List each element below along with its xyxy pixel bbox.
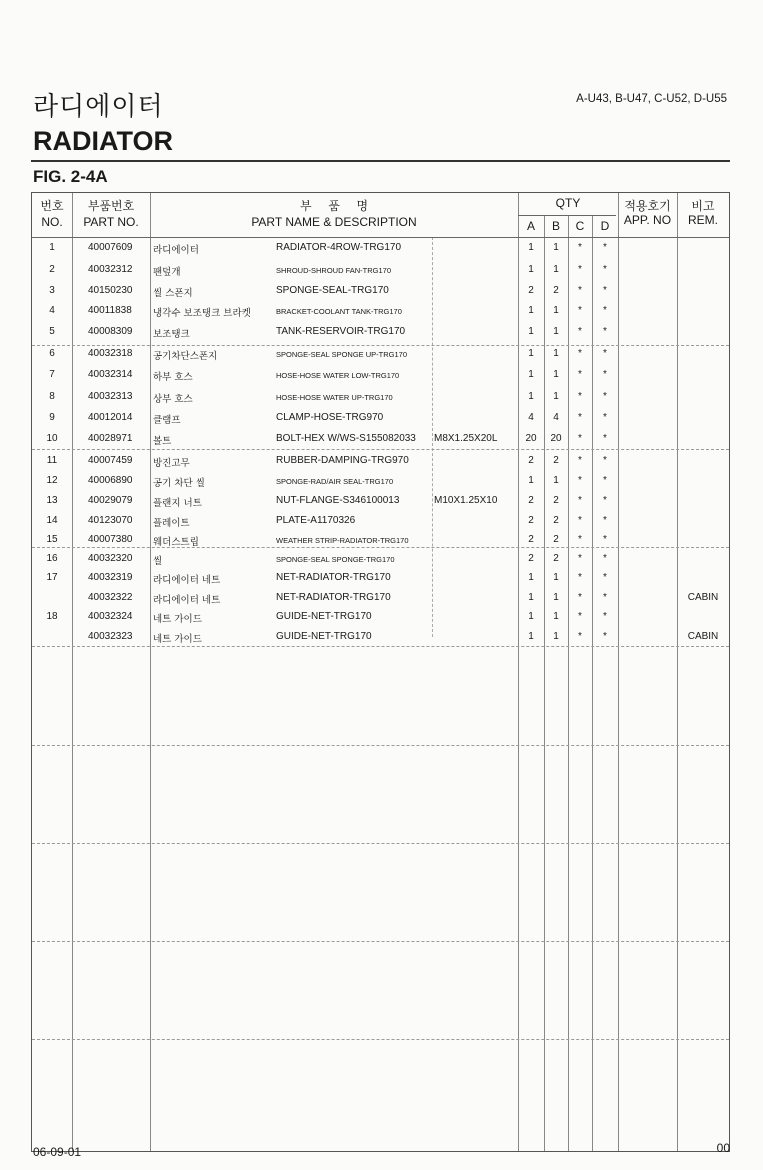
part-name-korean: 하부 호스: [153, 372, 193, 383]
qty-subrule: [518, 215, 616, 216]
qty-c: *: [578, 611, 582, 622]
table-row: [32, 365, 729, 385]
item-number: 4: [49, 305, 55, 316]
col-header-no: NO.: [41, 215, 63, 229]
figure-label: FIG. 2-4A: [33, 167, 108, 186]
qty-a: 1: [528, 305, 534, 316]
part-number: 40008309: [88, 326, 133, 337]
part-name-korean: 웨더스트립: [153, 537, 199, 548]
item-number: 12: [46, 475, 58, 486]
qty-b: 1: [553, 475, 559, 486]
part-number: 40006890: [88, 475, 133, 486]
qty-d: *: [603, 455, 607, 466]
remark: CABIN: [687, 592, 719, 603]
qty-b: 1: [553, 369, 559, 380]
page-title-korean: 라디에이터: [33, 92, 164, 122]
table-row: [32, 607, 729, 627]
qty-a: 1: [528, 264, 534, 275]
part-name: BOLT-HEX W/WS-S155082033: [276, 433, 416, 444]
qty-c: *: [578, 495, 582, 506]
qty-c: *: [578, 553, 582, 564]
qty-d: *: [603, 242, 607, 253]
table-row: [32, 322, 729, 342]
part-name: SHROUD-SHROUD FAN-TRG170: [276, 266, 392, 275]
col-header-a: A: [526, 219, 535, 233]
table-row: [32, 387, 729, 407]
part-number: 40032324: [88, 611, 133, 622]
qty-b: 1: [553, 305, 559, 316]
part-name-korean: 씰 스폰지: [153, 288, 193, 299]
item-number: 17: [46, 572, 58, 583]
col-header-no-kr: 번호: [40, 199, 64, 213]
qty-b: 20: [550, 433, 562, 444]
qty-d: *: [603, 631, 607, 642]
item-number: 1: [49, 242, 55, 253]
part-name: NET-RADIATOR-TRG170: [276, 592, 391, 603]
col-header-d: D: [600, 219, 610, 233]
part-name-korean: 볼트: [153, 436, 172, 447]
part-number: 40032323: [88, 631, 133, 642]
part-name-korean: 냉각수 보조탱크 브라켓: [153, 308, 251, 319]
qty-a: 1: [528, 572, 534, 583]
part-number: 40007380: [88, 534, 133, 545]
qty-a: 1: [528, 391, 534, 402]
qty-a: 1: [528, 326, 534, 337]
remark: CABIN: [687, 631, 719, 642]
part-name-korean: 네트 가이드: [153, 614, 202, 625]
qty-d: *: [603, 553, 607, 564]
group-separator: [32, 449, 729, 450]
item-number: 2: [49, 264, 55, 275]
qty-d: *: [603, 572, 607, 583]
footer-date: 06-09-01: [33, 1145, 82, 1159]
part-name: RADIATOR-4ROW-TRG170: [276, 242, 402, 253]
item-number: 13: [46, 495, 58, 506]
col-header-rem-kr: 비고: [691, 199, 715, 213]
qty-b: 2: [553, 495, 559, 506]
qty-b: 1: [553, 264, 559, 275]
col-header-part-kr: 부품번호: [87, 199, 135, 213]
qty-b: 2: [553, 285, 559, 296]
qty-b: 1: [553, 611, 559, 622]
qty-a: 2: [528, 495, 534, 506]
qty-d: *: [603, 412, 607, 423]
footer-page-number: 00: [716, 1141, 730, 1155]
item-number: 5: [49, 326, 55, 337]
part-name-korean: 씰: [153, 556, 163, 567]
qty-d: *: [603, 475, 607, 486]
table-row: [32, 429, 729, 449]
col-header-c: C: [575, 219, 585, 233]
part-name: GUIDE-NET-TRG170: [276, 611, 372, 622]
part-name-korean: 상부 호스: [153, 394, 193, 405]
part-number: 40032318: [88, 348, 133, 359]
table-row: [32, 451, 729, 471]
table-row: [32, 260, 729, 280]
qty-a: 1: [528, 348, 534, 359]
part-name: TANK-RESERVOIR-TRG170: [276, 326, 406, 337]
part-name-korean: 방진고무: [153, 458, 190, 469]
part-number: 40012014: [88, 412, 133, 423]
part-number: 40007459: [88, 455, 133, 466]
qty-c: *: [578, 264, 582, 275]
part-number: 40123070: [88, 515, 133, 526]
part-name-korean: 공기 차단 씰: [153, 478, 205, 489]
qty-d: *: [603, 592, 607, 603]
part-number: 40007609: [88, 242, 133, 253]
qty-b: 2: [553, 534, 559, 545]
qty-a: 1: [528, 475, 534, 486]
part-name: SPONGE-SEAL SPONGE-TRG170: [276, 555, 395, 564]
qty-b: 2: [553, 553, 559, 564]
title-rule: [31, 160, 730, 162]
qty-b: 2: [553, 515, 559, 526]
qty-c: *: [578, 631, 582, 642]
part-name: GUIDE-NET-TRG170: [276, 631, 372, 642]
part-name: NET-RADIATOR-TRG170: [276, 572, 391, 583]
item-number: 15: [46, 534, 58, 545]
qty-a: 2: [528, 534, 534, 545]
table-row: [32, 408, 729, 428]
qty-b: 1: [553, 348, 559, 359]
part-name-korean: 라디에이터: [153, 245, 199, 256]
qty-a: 2: [528, 455, 534, 466]
qty-b: 1: [553, 592, 559, 603]
col-header-name: PART NAME & DESCRIPTION: [251, 215, 417, 229]
qty-c: *: [578, 305, 582, 316]
qty-c: *: [578, 515, 582, 526]
qty-d: *: [603, 305, 607, 316]
qty-d: *: [603, 515, 607, 526]
qty-c: *: [578, 391, 582, 402]
table-row: [32, 491, 729, 511]
part-name: SPONGE-RAD/AIR SEAL-TRG170: [276, 477, 394, 486]
qty-b: 1: [553, 326, 559, 337]
qty-d: *: [603, 326, 607, 337]
part-number: 40150230: [88, 285, 133, 296]
table-row: [32, 511, 729, 531]
group-separator: [32, 1039, 729, 1040]
part-name-korean: 팬덮개: [153, 267, 181, 278]
item-number: 14: [46, 515, 58, 526]
part-name: SPONGE-SEAL-TRG170: [276, 285, 389, 296]
qty-a: 2: [528, 515, 534, 526]
qty-d: *: [603, 611, 607, 622]
table-row: [32, 238, 729, 258]
part-spec: M8X1.25X20L: [434, 433, 498, 444]
part-name-korean: 플레이트: [153, 518, 190, 529]
qty-a: 1: [528, 611, 534, 622]
qty-c: *: [578, 534, 582, 545]
item-number: 10: [46, 433, 58, 444]
part-name-korean: 라디에이터 네트: [153, 595, 221, 606]
qty-d: *: [603, 391, 607, 402]
qty-b: 1: [553, 391, 559, 402]
item-number: 11: [46, 455, 58, 466]
part-name-korean: 라디에이터 네트: [153, 575, 221, 586]
part-number: 40011838: [88, 305, 132, 316]
part-number: 40032319: [88, 572, 133, 583]
qty-d: *: [603, 495, 607, 506]
part-number: 40028971: [88, 433, 133, 444]
qty-d: *: [603, 264, 607, 275]
qty-b: 4: [553, 412, 559, 423]
part-name: CLAMP-HOSE-TRG970: [276, 412, 384, 423]
qty-a: 1: [528, 631, 534, 642]
item-number: 9: [49, 412, 55, 423]
table-row: [32, 627, 729, 647]
qty-a: 2: [528, 285, 534, 296]
part-number: 40029079: [88, 495, 133, 506]
item-number: 6: [49, 348, 55, 359]
table-row: [32, 549, 729, 569]
table-row: [32, 568, 729, 588]
qty-a: 2: [528, 553, 534, 564]
qty-b: 1: [553, 242, 559, 253]
part-name-korean: 보조탱크: [153, 329, 190, 340]
table-row: [32, 301, 729, 321]
qty-c: *: [578, 348, 582, 359]
table-row: [32, 471, 729, 491]
col-header-app-no: APP. NO: [623, 213, 672, 227]
qty-c: *: [578, 592, 582, 603]
qty-c: *: [578, 285, 582, 296]
col-header-name-kr: 부 품 명: [299, 199, 369, 213]
part-name: SPONGE-SEAL SPONGE UP-TRG170: [276, 350, 408, 359]
group-separator: [32, 745, 729, 746]
qty-c: *: [578, 572, 582, 583]
qty-c: *: [578, 242, 582, 253]
col-header-b: B: [551, 219, 560, 233]
qty-c: *: [578, 412, 582, 423]
part-name: PLATE-A1170326: [276, 515, 356, 526]
item-number: 18: [46, 611, 58, 622]
item-number: 16: [46, 553, 58, 564]
item-number: 7: [49, 369, 55, 380]
part-number: 40032312: [88, 264, 133, 275]
part-number: 40032314: [88, 369, 133, 380]
table-row: [32, 281, 729, 301]
qty-a: 4: [528, 412, 534, 423]
part-name-korean: 공기차단스폰지: [153, 351, 218, 362]
qty-a: 20: [525, 433, 537, 444]
qty-d: *: [603, 534, 607, 545]
model-list: A-U43, B-U47, C-U52, D-U55: [576, 93, 727, 105]
parts-table: [31, 192, 730, 1152]
qty-a: 1: [528, 592, 534, 603]
part-name: WEATHER STRIP-RADIATOR-TRG170: [276, 536, 409, 545]
part-name: NUT-FLANGE-S346100013: [276, 495, 400, 506]
qty-d: *: [603, 285, 607, 296]
qty-d: *: [603, 348, 607, 359]
col-header-qty: QTY: [555, 196, 581, 210]
group-separator: [32, 941, 729, 942]
qty-a: 1: [528, 242, 534, 253]
part-name: HOSE-HOSE WATER UP-TRG170: [276, 393, 393, 402]
qty-d: *: [603, 433, 607, 444]
qty-a: 1: [528, 369, 534, 380]
table-row: [32, 588, 729, 608]
col-header-rem: REM.: [688, 213, 718, 227]
qty-c: *: [578, 369, 582, 380]
table-row: [32, 344, 729, 364]
part-name-korean: 네트 가이드: [153, 634, 202, 645]
part-number: 40032313: [88, 391, 133, 402]
part-name: RUBBER-DAMPING-TRG970: [276, 455, 409, 466]
page-title: RADIATOR: [33, 126, 173, 156]
part-name-korean: 플랜지 너트: [153, 498, 202, 509]
table-row: [32, 530, 729, 550]
part-name: BRACKET-COOLANT TANK-TRG170: [276, 307, 402, 316]
qty-b: 1: [553, 631, 559, 642]
item-number: 8: [49, 391, 55, 402]
part-number: 40032322: [88, 592, 133, 603]
col-header-part-no: PART NO.: [83, 215, 139, 229]
part-name: HOSE-HOSE WATER LOW-TRG170: [276, 371, 400, 380]
part-spec: M10X1.25X10: [434, 495, 498, 506]
qty-b: 2: [553, 455, 559, 466]
group-separator: [32, 843, 729, 844]
col-header-app-kr: 적용호기: [624, 199, 671, 213]
part-number: 40032320: [88, 553, 133, 564]
qty-c: *: [578, 433, 582, 444]
qty-d: *: [603, 369, 607, 380]
qty-c: *: [578, 475, 582, 486]
qty-c: *: [578, 326, 582, 337]
qty-b: 1: [553, 572, 559, 583]
qty-c: *: [578, 455, 582, 466]
item-number: 3: [49, 285, 55, 296]
part-name-korean: 클램프: [153, 415, 181, 426]
